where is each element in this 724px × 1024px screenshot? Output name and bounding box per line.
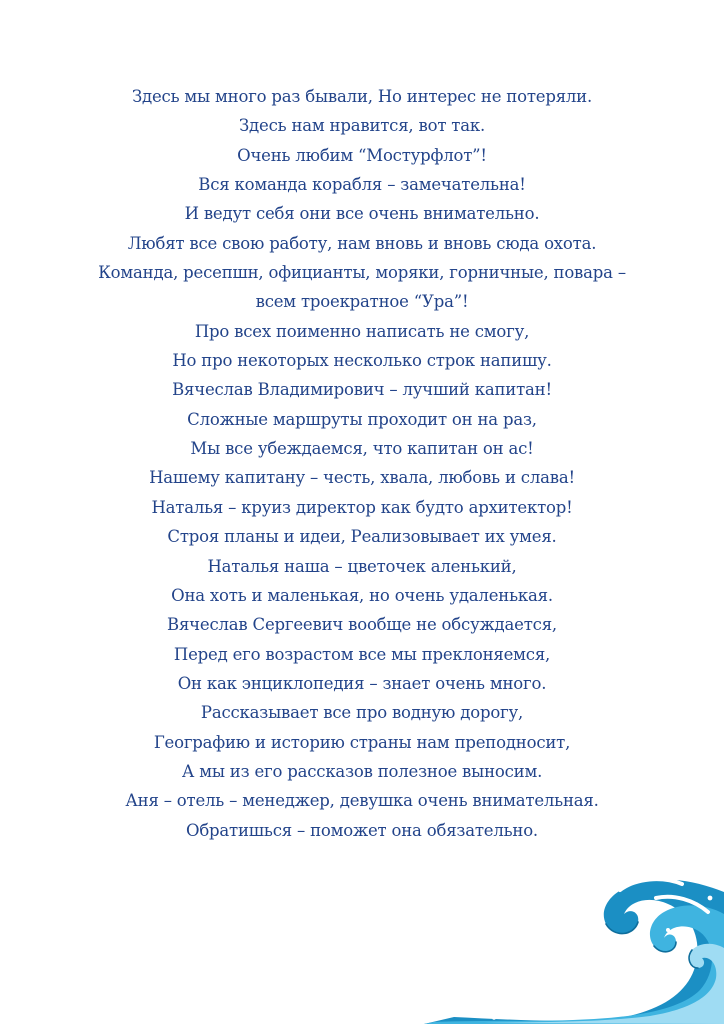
poem-line: Обратишься – поможет она обязательно. <box>186 820 538 840</box>
poem-line: Нашему капитану – честь, хвала, любовь и слава! <box>149 468 575 488</box>
poem-line: А мы из его рассказов полезное выносим. <box>181 761 543 781</box>
poem-line: Вячеслав Владимирович – лучший капитан! <box>172 380 552 400</box>
poem-line: Географию и историю страны нам преподносит, <box>153 732 571 752</box>
poem-line: Команда, ресепшн, официанты, моряки, горничные, повара – <box>98 263 626 283</box>
wave-body-mid <box>424 905 724 1024</box>
poem-line: всем троекратное “Ура”! <box>255 292 469 312</box>
poem-line: Здесь мы много раз бывали, Но интерес не потеряли. <box>131 87 593 106</box>
poem-line: Очень любим “Мостурфлот”! <box>237 145 487 165</box>
poem-line: Про всех поименно написать не смогу, <box>194 321 530 341</box>
poem-line: Мы все убеждаемся, что капитан он ас! <box>190 439 534 459</box>
poem-line: Аня – отель – менеджер, девушка очень внимательная. <box>125 791 599 811</box>
poem-line: Он как энциклопедия – знает очень много. <box>177 673 547 693</box>
ocean-wave-icon <box>424 852 724 1024</box>
poem-line: Сложные маршруты проходит он на раз, <box>187 409 537 429</box>
poem-line: Вячеслав Сергеевич вообще не обсуждается, <box>167 615 557 635</box>
poem-line: Наталья наша – цветочек аленький, <box>207 556 517 576</box>
poem-line: Здесь нам нравится, вот так. <box>238 116 486 136</box>
poem-line: Вся команда корабля – замечательна! <box>198 175 526 195</box>
poem-line: Наталья – круиз директор как будто архитектор! <box>151 497 573 517</box>
poem-line: И ведут себя они все очень внимательно. <box>184 204 540 224</box>
poem-line: Строя планы и идеи, Реализовывает их умея. <box>167 527 557 547</box>
poem-line: Но про некоторых несколько строк напишу. <box>172 351 552 371</box>
poem-text <box>0 82 724 845</box>
poem-line: Рассказывает все про водную дорогу, <box>200 703 524 723</box>
poem-line: Она хоть и маленькая, но очень удаленькая. <box>171 585 553 605</box>
wave-body-back <box>424 879 724 1024</box>
poem-line: Перед его возрастом все мы преклоняемся, <box>173 644 551 664</box>
poem-line: Любят все свою работу, нам вновь и вновь сюда охота. <box>127 233 597 253</box>
